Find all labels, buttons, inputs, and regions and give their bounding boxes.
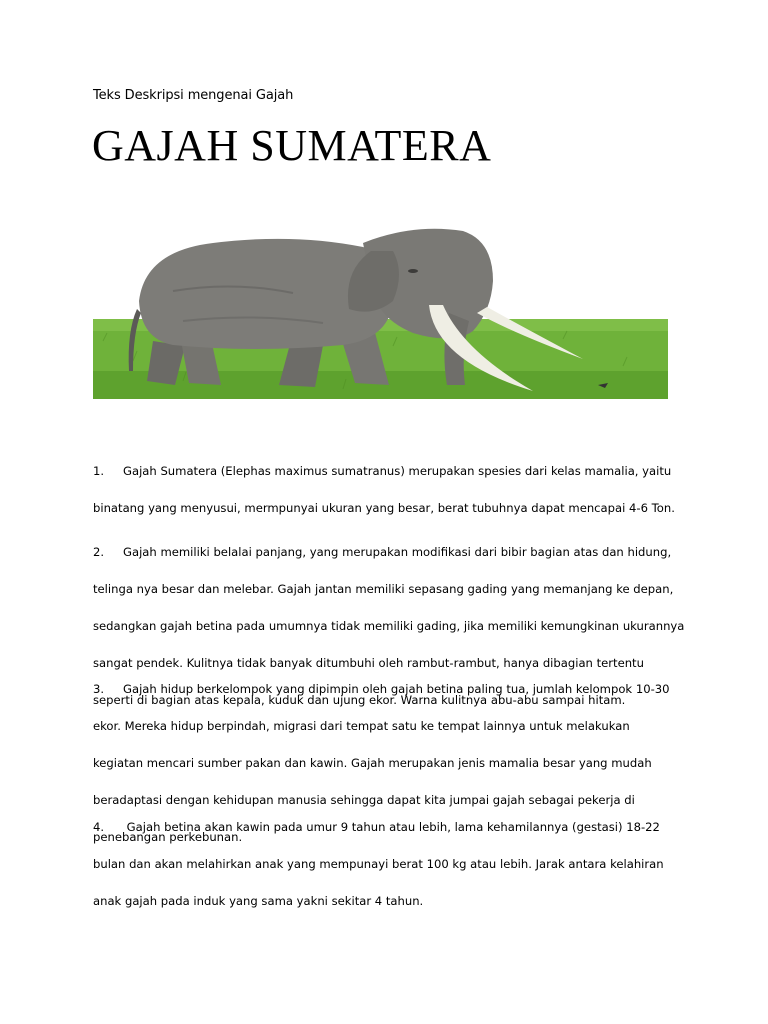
elephant-eye: [408, 269, 418, 273]
document-title: GAJAH SUMATERA: [92, 121, 492, 170]
paragraph-3-line-2: ekor. Mereka hidup berpindah, migrasi dari tempat satu ke tempat lainnya untuk melakukan: [93, 718, 630, 733]
paragraph-1: [93, 443, 683, 536]
paragraph-3-number: 3.: [93, 681, 105, 696]
paragraph-1-number: 1.: [93, 463, 105, 478]
document-subtitle: Teks Deskripsi mengenai Gajah: [93, 88, 294, 103]
paragraph-1-line-2: binatang yang menyusui, mermpunyai ukuran yang besar, berat tubuhnya dapat mencapai 4-6 Ton.: [93, 500, 675, 515]
paragraph-4: [93, 799, 683, 929]
paragraph-2-line-2: telinga nya besar dan melebar. Gajah jantan memiliki sepasang gading yang memanjang ke depan,: [93, 581, 674, 596]
paragraph-2-line-3: sedangkan gajah betina pada umumnya tidak memiliki gading, jika memiliki kemungkinan ukurannya: [93, 618, 685, 633]
paragraph-1-line-1: 1. Gajah Sumatera (Elephas maximus sumatranus) merupakan spesies dari kelas mamalia, yaitu: [93, 462, 683, 481]
paragraph-2-line-5: seperti di bagian atas kepala, kuduk dan ujung ekor. Warna kulitnya abu-abu sampai hitam.: [93, 693, 626, 708]
paragraph-2-number: 2.: [93, 544, 105, 559]
paragraph-2-line-1: 2. Gajah memiliki belalai panjang, yang merupakan modifikasi dari bibir bagian atas dan hidung,: [93, 543, 683, 562]
elephant-illustration: [93, 221, 668, 399]
paragraph-2-line-4: sangat pendek. Kulitnya tidak banyak ditumbuhi oleh rambut-rambut, hanya dibagian tertentu: [93, 656, 644, 671]
paragraph-3-line-1: 3. Gajah hidup berkelompok yang dipimpin oleh gajah betina paling tua, jumlah kelompok 10-30: [93, 680, 683, 699]
elephant-photo: [93, 221, 668, 399]
paragraph-3-line-3: kegiatan mencari sumber pakan dan kawin. Gajah merupakan jenis mamalia besar yang mudah: [93, 755, 652, 770]
paragraph-4-line-3: anak gajah pada induk yang sama yakni sekitar 4 tahun.: [93, 893, 424, 908]
paragraph-4-line-1: 4. Gajah betina akan kawin pada umur 9 tahun atau lebih, lama kehamilannya (gestasi) 18-22: [93, 818, 683, 837]
paragraph-3-line-5: penebangan perkebunan.: [93, 830, 243, 845]
paragraph-3-line-4: beradaptasi dengan kehidupan manusia sehingga dapat kita jumpai gajah sebagai pekerja di: [93, 793, 635, 808]
paragraph-4-number: 4.: [93, 819, 105, 834]
paragraph-4-line-2: bulan dan akan melahirkan anak yang mempunayi berat 100 kg atau lebih. Jarak antara kelahiran: [93, 856, 664, 871]
